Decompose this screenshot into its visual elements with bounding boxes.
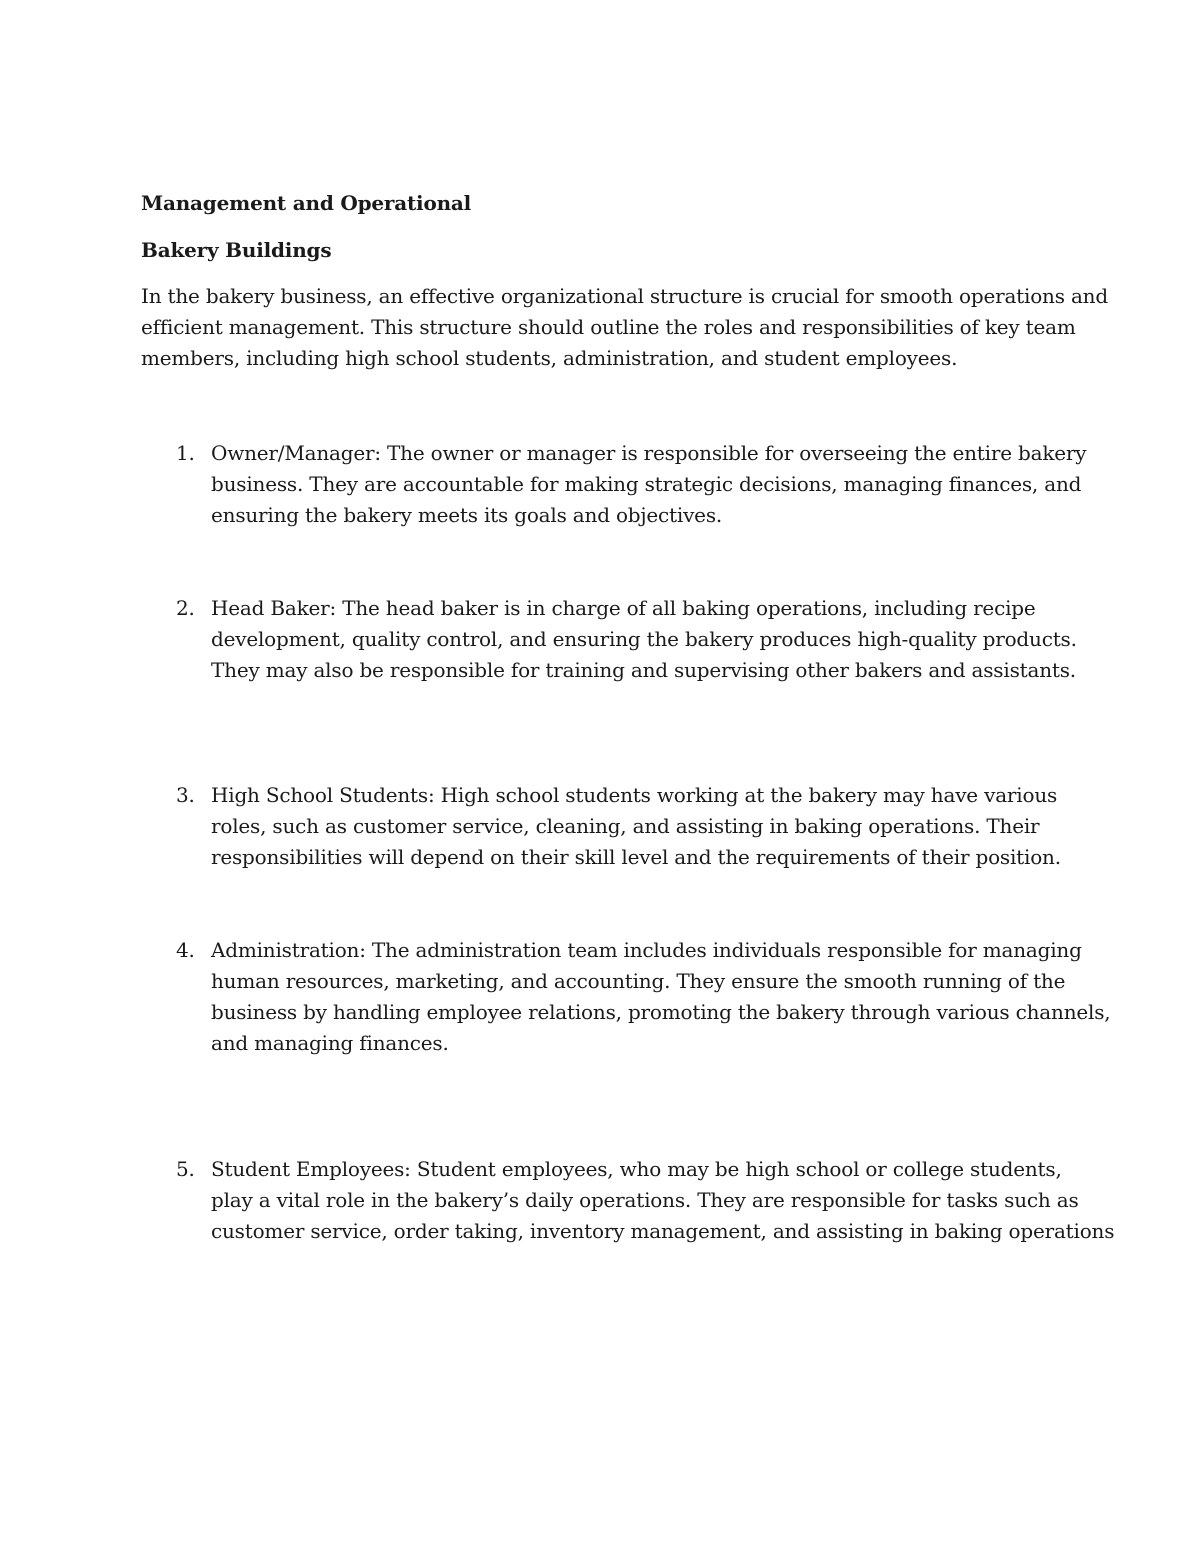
section-heading: Bakery Buildings [141,238,332,262]
list-line: ensuring the bakery meets its goals and objectives. [211,503,723,527]
list-line: business. They are accountable for making strategic decisions, managing finances, and [211,472,1082,496]
list-line: and managing finances. [211,1031,449,1055]
list-line: Head Baker: The head baker is in charge of all baking operations, including recipe [211,596,1036,620]
intro-line: members, including high school students, administration, and student employees. [141,346,958,370]
list-line: play a vital role in the bakery’s daily operations. They are responsible for tasks such as [211,1188,1079,1212]
list-number: 4. [176,938,195,962]
list-line: human resources, marketing, and accounting. They ensure the smooth running of the [211,969,1066,993]
document-title: Management and Operational [141,191,472,215]
list-item-text [211,438,1086,531]
list-item-text [211,780,1061,873]
intro-paragraph [141,281,1108,374]
list-item-text [211,1154,1114,1247]
intro-line: In the bakery business, an effective organizational structure is crucial for smooth operations and [141,284,1108,308]
list-item-text [211,593,1077,686]
list-line: customer service, order taking, inventory management, and assisting in baking operations [211,1219,1115,1243]
list-line: High School Students: High school students working at the bakery may have various [211,783,1058,807]
list-line: Owner/Manager: The owner or manager is responsible for overseeing the entire bakery [211,441,1087,465]
list-number: 3. [176,783,195,807]
list-line: They may also be responsible for training and supervising other bakers and assistants. [211,658,1076,682]
list-line: roles, such as customer service, cleaning, and assisting in baking operations. Their [211,814,1040,838]
list-line: business by handling employee relations, promoting the bakery through various channels, [211,1000,1111,1024]
list-number: 2. [176,596,195,620]
intro-line: efficient management. This structure should outline the roles and responsibilities of key team [141,315,1076,339]
list-line: Administration: The administration team includes individuals responsible for managing [211,938,1082,962]
list-number: 5. [176,1157,195,1181]
list-item-text [211,935,1110,1059]
list-line: development, quality control, and ensuring the bakery produces high-quality products. [211,627,1077,651]
list-line: Student Employees: Student employees, who may be high school or college students, [211,1157,1062,1181]
list-number: 1. [176,441,195,465]
list-line: responsibilities will depend on their skill level and the requirements of their position. [211,845,1061,869]
